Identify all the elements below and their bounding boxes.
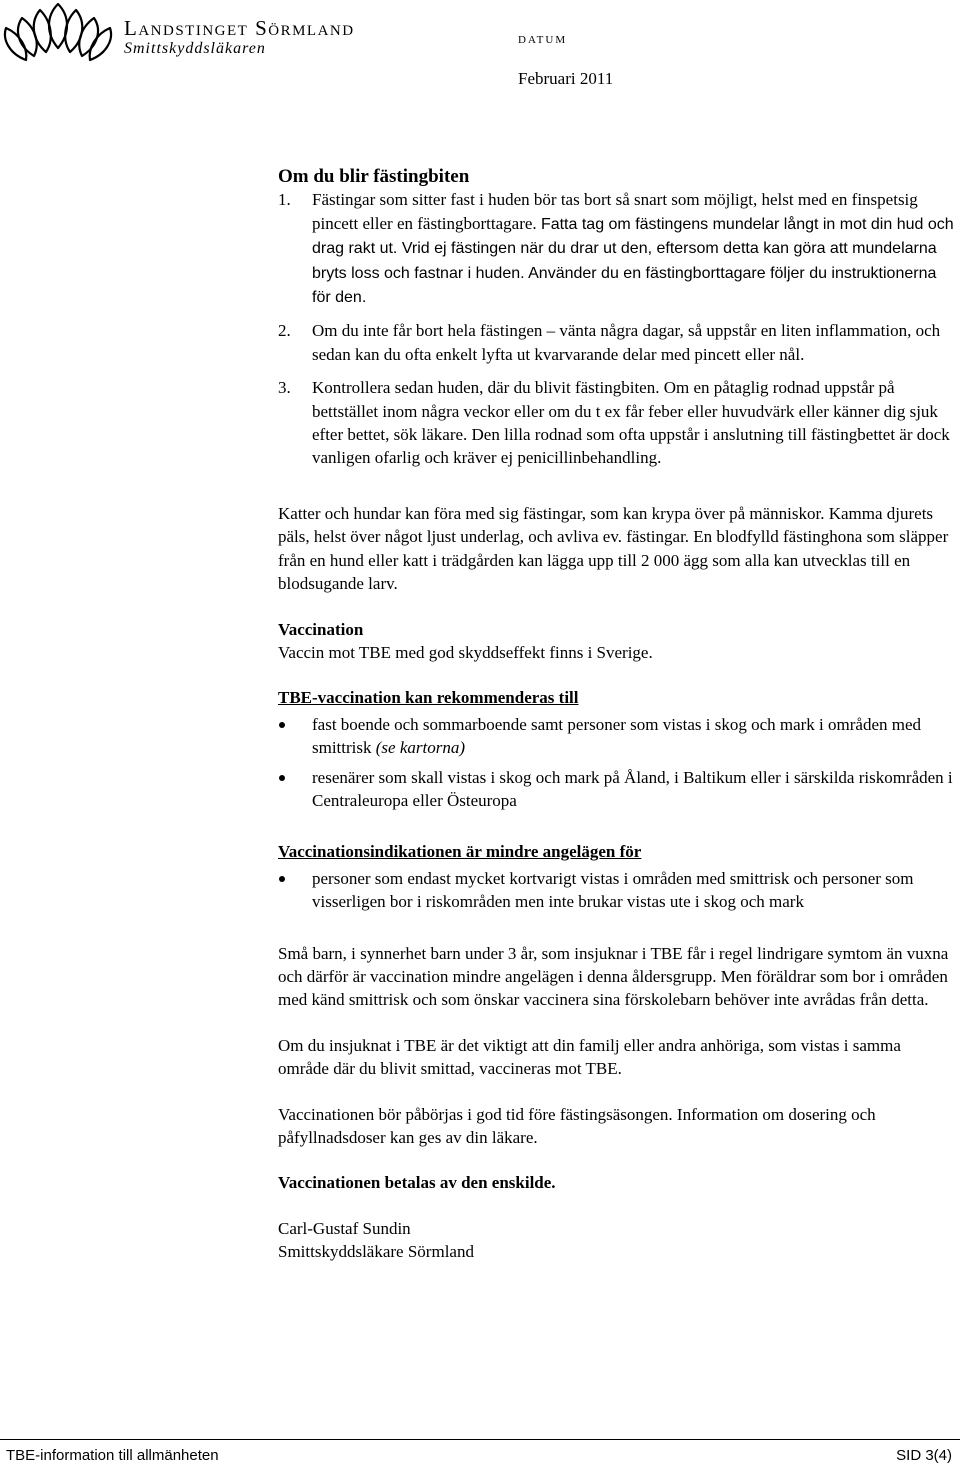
bullet-icon bbox=[279, 722, 285, 728]
step-text: Fästingar som sitter fast i huden bör tas bort så snart som möjligt, helst med en finspetsig pincett eller en fästingborttagare. bbox=[312, 190, 918, 233]
bullet-icon bbox=[279, 775, 285, 781]
footer-divider bbox=[0, 1439, 960, 1440]
date-value: Februari 2011 bbox=[518, 69, 614, 88]
list-item bbox=[278, 713, 954, 760]
bullet-icon bbox=[279, 876, 285, 882]
step-text: Om du inte får bort hela fästingen – vänta några dagar, så uppstår en liten inflammation, och sedan kan du ofta enkelt lyfta ut kvarvarande delar med pincett eller nål. bbox=[312, 321, 941, 364]
list-item bbox=[278, 766, 954, 813]
list-item-text: personer som endast mycket kortvarigt vistas i områden med smittrisk och personer som visserligen bor i riskområden men inte brukar vistas ute i skog och mark bbox=[312, 868, 914, 912]
lesser-indication-list bbox=[278, 867, 954, 914]
step-2 bbox=[278, 319, 954, 366]
recommended-list bbox=[278, 713, 954, 813]
step-1 bbox=[278, 188, 954, 309]
step-number: 2. bbox=[278, 321, 291, 341]
list-item-map-reference: (se kartorna) bbox=[375, 738, 465, 758]
payment-note: Vaccinationen betalas av den enskilde. bbox=[278, 1173, 556, 1193]
lesser-indication-title: Vaccinationsindikationen är mindre angelägen för bbox=[278, 842, 642, 862]
step-text-sans: Fatta tag om fästingens mundelar långt in mot din hud och drag rakt ut. Vrid ej fästingen när du drar ut den, eftersom detta kan göra att mundelarna bryts loss och fastnar i huden. Använder du en fästingborttagare följer du instruktionerna för den. bbox=[312, 215, 954, 307]
step-number: 3. bbox=[278, 378, 291, 398]
list-item bbox=[278, 867, 954, 914]
section-title-tick-bite: Om du blir fästingbiten bbox=[278, 166, 470, 187]
tick-removal-steps bbox=[278, 188, 954, 469]
document-body bbox=[278, 165, 954, 1264]
vaccination-text: Vaccin mot TBE med god skyddseffekt finns i Sverige. bbox=[278, 642, 653, 662]
children-paragraph: Små barn, i synnerhet barn under 3 år, som insjuknar i TBE får i regel lindrigare symtom än vuxna och därför är vaccination mindre angelägen i denna åldersgrupp. Men föräldrar som bor i områden med känd smittrisk och som önskar vaccinera sina förskolebarn behöver inte avrådas från detta. bbox=[278, 943, 949, 1010]
step-text: Kontrollera sedan huden, där du blivit fästingbiten. Om en påtaglig rodnad uppstår på bettstället inom några veckor eller om du t ex får feber eller huvudvärk eller känner dig sjuk efter bettet, sök läkare. Den lilla rodnad som ofta uppstår i anslutning till fästingbettet är dock vanligen ofarlig och kräver ej penicillinbehandling. bbox=[312, 378, 950, 468]
footer-document-title: TBE-information till allmänheten bbox=[6, 1447, 219, 1464]
recommended-title: TBE-vaccination kan rekommenderas till bbox=[278, 688, 579, 708]
signature-title: Smittskyddsläkare Sörmland bbox=[278, 1242, 474, 1262]
step-3 bbox=[278, 376, 954, 470]
organization-unit: Smittskyddsläkaren bbox=[124, 40, 266, 57]
landstinget-logo bbox=[0, 0, 116, 70]
footer-page-number: SID 3(4) bbox=[896, 1447, 952, 1464]
vaccination-title: Vaccination bbox=[278, 619, 364, 639]
list-item-text: fast boende och sommarboende samt personer som vistas i skog och mark i områden med smittrisk bbox=[312, 714, 922, 758]
timing-paragraph: Vaccinationen bör påbörjas i god tid före fästingsäsongen. Information om dosering och påfyllnadsdoser kan ges av din läkare. bbox=[278, 1104, 876, 1147]
organization-name: Landstinget Sörmland bbox=[124, 16, 355, 40]
step-number: 1. bbox=[278, 190, 291, 210]
pets-paragraph: Katter och hundar kan föra med sig fästingar, som kan krypa över på människor. Kamma djurets päls, helst över något ljust underlag, och avliva ev. fästingar. En blodfylld fästinghona som släpper från en hund eller katt i trädgården kan lägga upp till 2 000 ägg som alla kan utvecklas till en blodsugande larv. bbox=[278, 503, 949, 594]
ill-paragraph: Om du insjuknat i TBE är det viktigt att din familj eller andra anhöriga, som vistas i samma område där du blivit smittad, vaccineras mot TBE. bbox=[278, 1035, 901, 1079]
signature-name: Carl-Gustaf Sundin bbox=[278, 1218, 411, 1238]
date-label: DATUM bbox=[518, 34, 568, 46]
list-item-text: resenärer som skall vistas i skog och mark på Åland, i Baltikum eller i särskilda riskområden i Centraleuropa eller Östeuropa bbox=[312, 767, 953, 810]
